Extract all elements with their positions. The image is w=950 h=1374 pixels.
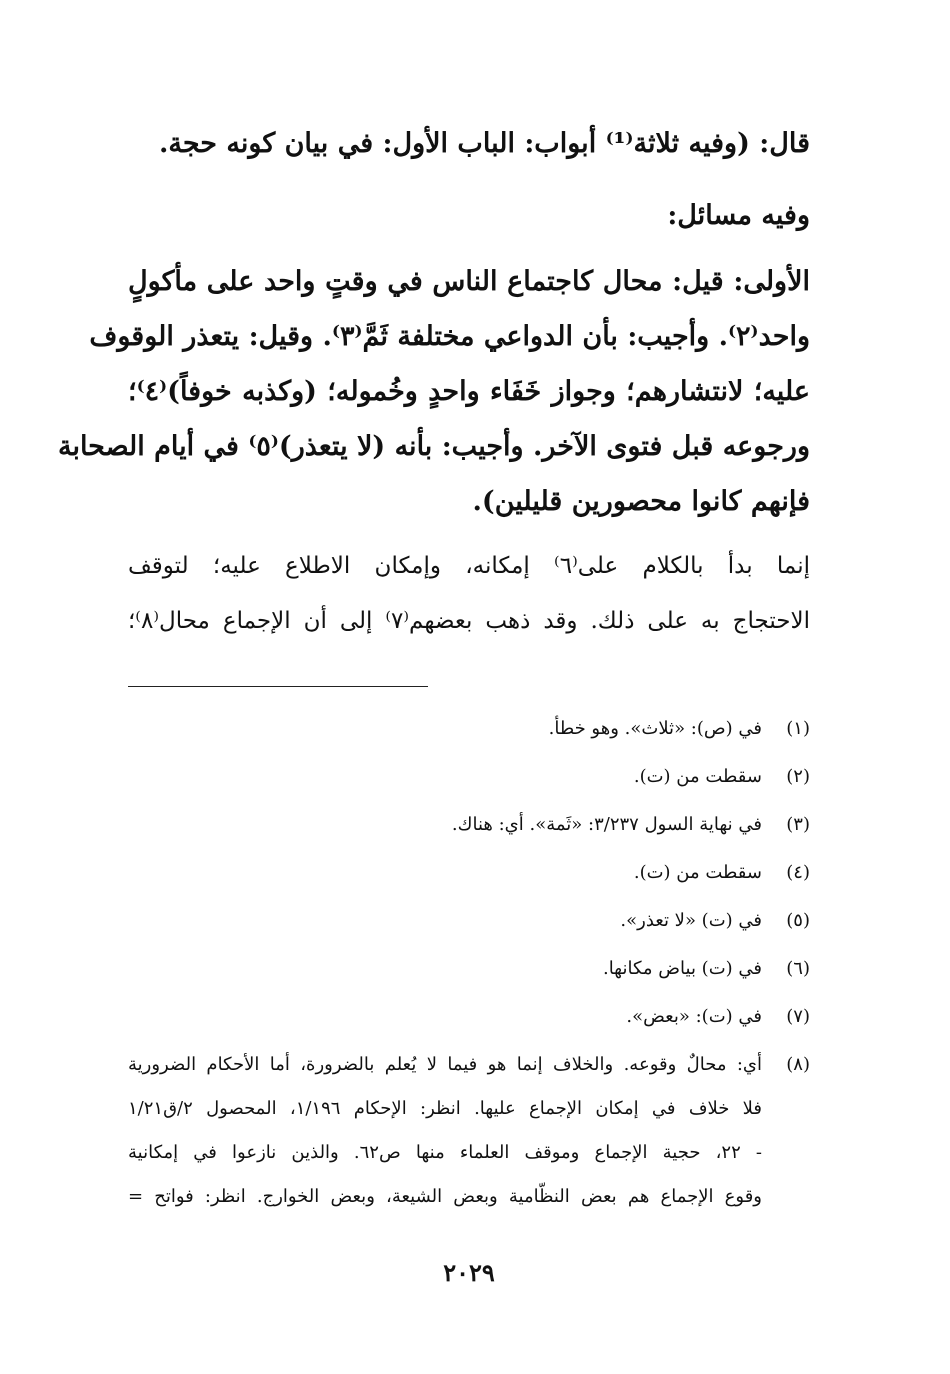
footnote-text: في نهاية السول ٣/٢٣٧: «ثَمة». أي: هناك. (451, 814, 762, 835)
section-heading: قال: (وفيه ثلاثة⁽¹⁾ أبواب: الباب الأول: في بيان كونه حجة. (158, 128, 810, 159)
subsection-heading: وفيه مسائل: (667, 200, 810, 231)
footnote-number: (٤) (786, 862, 810, 883)
footnote (128, 862, 810, 883)
matn-line-3: عليه؛ لانتشارهم؛ وجواز خَفَاء واحدٍ وخُموله؛ (وكذبه خوفاً)⁽٤⁾؛ (128, 376, 810, 407)
footnote (128, 910, 810, 931)
page-number: ٢٠٢٩ (443, 1258, 495, 1287)
document-page (57, 0, 811, 1374)
footnote-separator (128, 686, 428, 687)
footnote-text: أي: محالٌ وقوعه. والخلاف إنما هو فيما لا يُعلم بالضرورة، أما الأحكام الضرورية (128, 1054, 762, 1075)
matn-line-1: الأولى: قيل: محال كاجتماع الناس في وقتٍ واحد على مأكولٍ (128, 266, 810, 297)
matn-line-2: واحد⁽٢⁾. وأجيب: بأن الدواعي مختلفة ثَمَّ⁽٣⁾. وقيل: يتعذر الوقوف (89, 321, 810, 352)
footnote (128, 958, 810, 979)
footnote (128, 718, 810, 739)
footnote-number: (٥) (786, 910, 810, 931)
footnote (128, 766, 810, 787)
footnote-8-line-3: - ٢٢، حجية الإجماع وموقف العلماء منها ص٦٢. والذين نازعوا في إمكانية (128, 1142, 762, 1163)
footnote (128, 814, 810, 835)
footnote-8-line-4: وقوع الإجماع هم بعض النظّامية وبعض الشيعة، وبعض الخوارج. انظر: فواتح = (128, 1186, 762, 1207)
footnote-8-line-2: فلا خلاف في إمكان الإجماع عليها. انظر: الإحكام ١/١٩٦، المحصول ٢/ق١/٢١ (128, 1098, 762, 1119)
footnote-text: سقطت من (ت). (633, 862, 762, 883)
commentary-line-2: الاحتجاج به على ذلك. وقد ذهب بعضهم⁽٧⁾ إلى أن الإجماع محال⁽٨⁾؛ (128, 608, 810, 634)
footnote-number: (٦) (786, 958, 810, 979)
matn-line-4: ورجوعه قبل فتوى الآخر. وأجيب: بأنه (لا يتعذر)⁽٥⁾ في أيام الصحابة (57, 431, 810, 462)
footnote-text: في (ت) «لا تعذر». (620, 910, 762, 931)
footnote (128, 1006, 810, 1027)
footnote-text: في (ص): «ثلاث». وهو خطأ. (548, 718, 762, 739)
footnote-number: (٧) (786, 1006, 810, 1027)
footnote-number: (٨) (786, 1054, 810, 1075)
footnote-8-line-1 (128, 1054, 810, 1075)
matn-line-5: فإنهم كانوا محصورين قليلين). (472, 486, 810, 517)
footnote-text: سقطت من (ت). (633, 766, 762, 787)
commentary-line-1: إنما بدأ بالكلام على⁽٦⁾ إمكانه، وإمكان الاطلاع عليه؛ لتوقف (128, 553, 811, 579)
footnote-text: في (ت) بياض مكانها. (602, 958, 762, 979)
footnote-text: في (ت): «بعض». (626, 1006, 762, 1027)
footnote-number: (٢) (786, 766, 810, 787)
footnote-number: (٣) (786, 814, 810, 835)
footnote-number: (١) (786, 718, 810, 739)
